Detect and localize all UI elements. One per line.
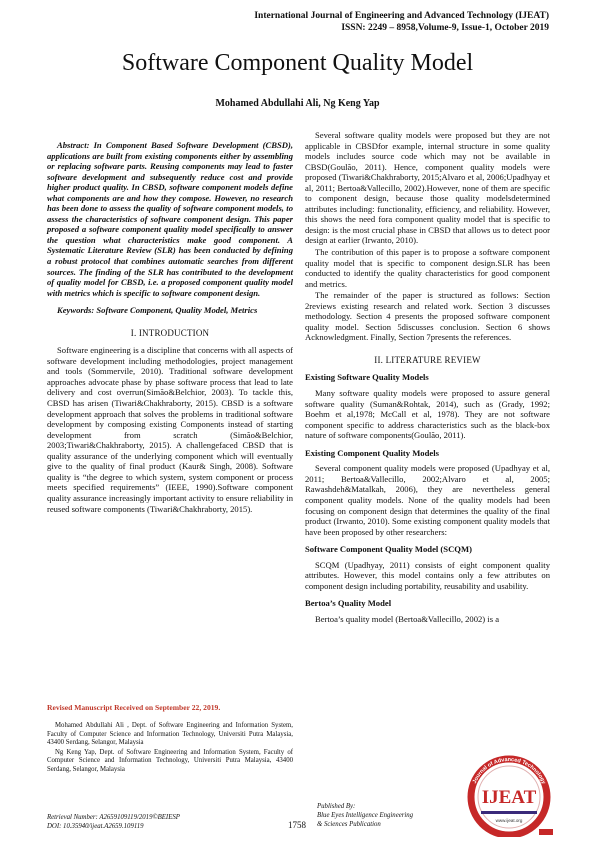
paper-title: Software Component Quality Model <box>121 50 474 76</box>
subheading: Bertoa’s Quality Model <box>305 598 392 609</box>
journal-name: International Journal of Engineering and Advanced Technology (IJEAT) <box>254 11 549 21</box>
logo-bar <box>481 811 537 814</box>
affiliation-author1: Mohamed Abdullahi Ali , Dept. of Software Engineering and Information System, Faculty of Computer Science and Information Technology, Universiti Putra Malaysia, 43400 Serdang, Selangor, Malaysia <box>47 722 293 747</box>
subheading: Existing Component Quality Models <box>305 447 439 458</box>
ijeat-logo-icon <box>463 753 555 837</box>
body-paragraph: Several component quality models were proposed (Upadhyay et al, 2011; Bertoa&Vallecillo, 2002;Alvaro et al, 2005; Rawashdeh&Matalkah, 2006), they are nevertheless general component quality models. None of the quality models had been focusing on component design that determines the quality of the final product (Irwanto, 2010). Some existing component quality models that have been proposed by other researchers: <box>305 463 550 537</box>
abstract: Abstract: In Component Based Software Development (CBSD), applications are built from existing components either by assembling or replacing software parts. Reusing components may lead to faster software development and subsequently reduce cost and provide higher product quality. In CBSD, software component models define what components are and how they compose. However, no research has been done to assess the quality of software component models, to assess the characteristics of software component design. This paper proposed a software component quality model specifically to answer the question what characteristics make good component. A Systematic Literature Review (SLR) has been conducted by defining a robust protocol that combines automatic searches from different sources. The finding of the SLR has contributed to the development of quality model for CBSD, i.e. a proposed component quality model with metrics which is specific to software component design. <box>47 140 293 298</box>
section-heading-introduction: I. INTRODUCTION <box>130 327 210 338</box>
publisher-line1: Blue Eyes Intelligence Engineering <box>317 812 414 819</box>
intro-paragraph: Software engineering is a discipline that concerns with all aspects of software development including methodologies, project management and tools (Sommervile, 2010). Traditional software development approaches advocate phase by phase software process that lead to late delivery and cost overrun(Simão&Belchior, 2003). To tackle this, CBSD has arisen (Tiwari&Chakhraborty, 2015). CBSD is a software development approach that solves the problems in traditional software development by composing existing Components instead of starting development from scratch (Simão&Belchior, 2003;Tiwari&Chakhraborty, 2015). A challengefaced CBSD that is quality assurance of the underlying component which will eventually give to the quality of final product (Kaur& Singh, 2008). Software quality is “the degree to which system, system component or process meets specified requirements” (IEEE, 1990).Software component quality assurance increasingly important activity to ensure reliability in reused software components (Tiwari&Chakhraborty, 2015). <box>47 345 293 514</box>
publisher-info <box>317 802 413 829</box>
body-paragraph: Several software quality models were proposed but they are not applicable in CBSDfor example, internal structure in some quality models includes source code which may not be available in CBSD(Goulão, 2011). Hence, component quality models were proposed (Tiwari&Chakhraborty, 2015;Alvaro et al, 2006;Upadhyay et al, 2011; Bertoa&Vallecillo, 2002).However, none of them are specific to component design, because those quality modelsdetermined attributes including: functionality, efficiency, and reliability. However, this shows the need fora component quality model that is specific to design: is the most crucial phase in CBSD that allows us to detect poor design at earlier (Irwanto, 2010). <box>305 130 550 246</box>
keywords: Keywords: Software Component, Quality Model, Metrics <box>57 305 258 316</box>
retrieval-number: Retrieval Number: A2659109119/2019©BEIESP <box>47 814 180 821</box>
left-column <box>47 140 293 515</box>
subheading: Existing Software Quality Models <box>305 372 429 383</box>
page-number: 1758 <box>288 820 306 830</box>
logo-text: IJEAT <box>481 787 537 808</box>
affiliation-author2: Ng Keng Yap, Dept. of Software Engineering and Information System, Faculty of Computer Science and Information Technology, Universiti Putra Malaysia, 43400 Serdang, Selangor, Malaysia <box>47 748 293 773</box>
logo-ring-text: Journal of Advanced Technology <box>471 756 547 786</box>
issn-line: ISSN: 2249 – 8958,Volume-9, Issue-1, October 2019 <box>341 23 549 33</box>
subheading: Software Component Quality Model (SCQM) <box>305 544 472 555</box>
right-column <box>305 130 550 625</box>
author-affiliations <box>47 722 293 776</box>
received-date: Revised Manuscript Received on September 22, 2019. <box>47 703 221 712</box>
logo-url: www.ijeat.org <box>495 818 523 823</box>
published-by: Published By: <box>317 803 356 810</box>
logo-corner-block <box>539 829 553 835</box>
author-line: Mohamed Abdullahi Ali, Ng Keng Yap <box>215 98 380 109</box>
body-paragraph: The contribution of this paper is to propose a software component quality model that is specific to component design.SLR has been conducted to identify the quality characteristics for good component and metrics. <box>305 247 550 289</box>
body-paragraph: Bertoa’s quality model (Bertoa&Vallecillo, 2002) is a <box>315 613 500 624</box>
body-paragraph: SCQM (Upadhyay, 2011) consists of eight component quality attributes. However, this model contains only a few attributes on component design including portability, reusability and usability. <box>305 559 550 591</box>
body-paragraph: The remainder of the paper is structured as follows: Section 2reviews existing research and related work. Section 3 discusses methodology. Section 4 presents the proposed software component quality model. Section 5discusses conclusion. Section 6 shows Acknowledgment. Finally, Section 7presents the references. <box>305 290 550 343</box>
body-paragraph: Many software quality models were proposed to assure general software quality (Suman&Rohtak, 2014), such as (Grady, 1992; Boehm et al,1978; McCall et al, 1978). They are not software component specific to address characteristics such as the black-box nature of software components(Goulão, 2011). <box>305 388 550 441</box>
doi: DOI: 10.35940/ijeat.A2659.109119 <box>47 823 144 830</box>
section-heading-literature-review: II. LITERATURE REVIEW <box>374 354 481 365</box>
footer-identifiers <box>47 813 180 831</box>
publisher-line2: & Sciences Publication <box>317 821 381 828</box>
